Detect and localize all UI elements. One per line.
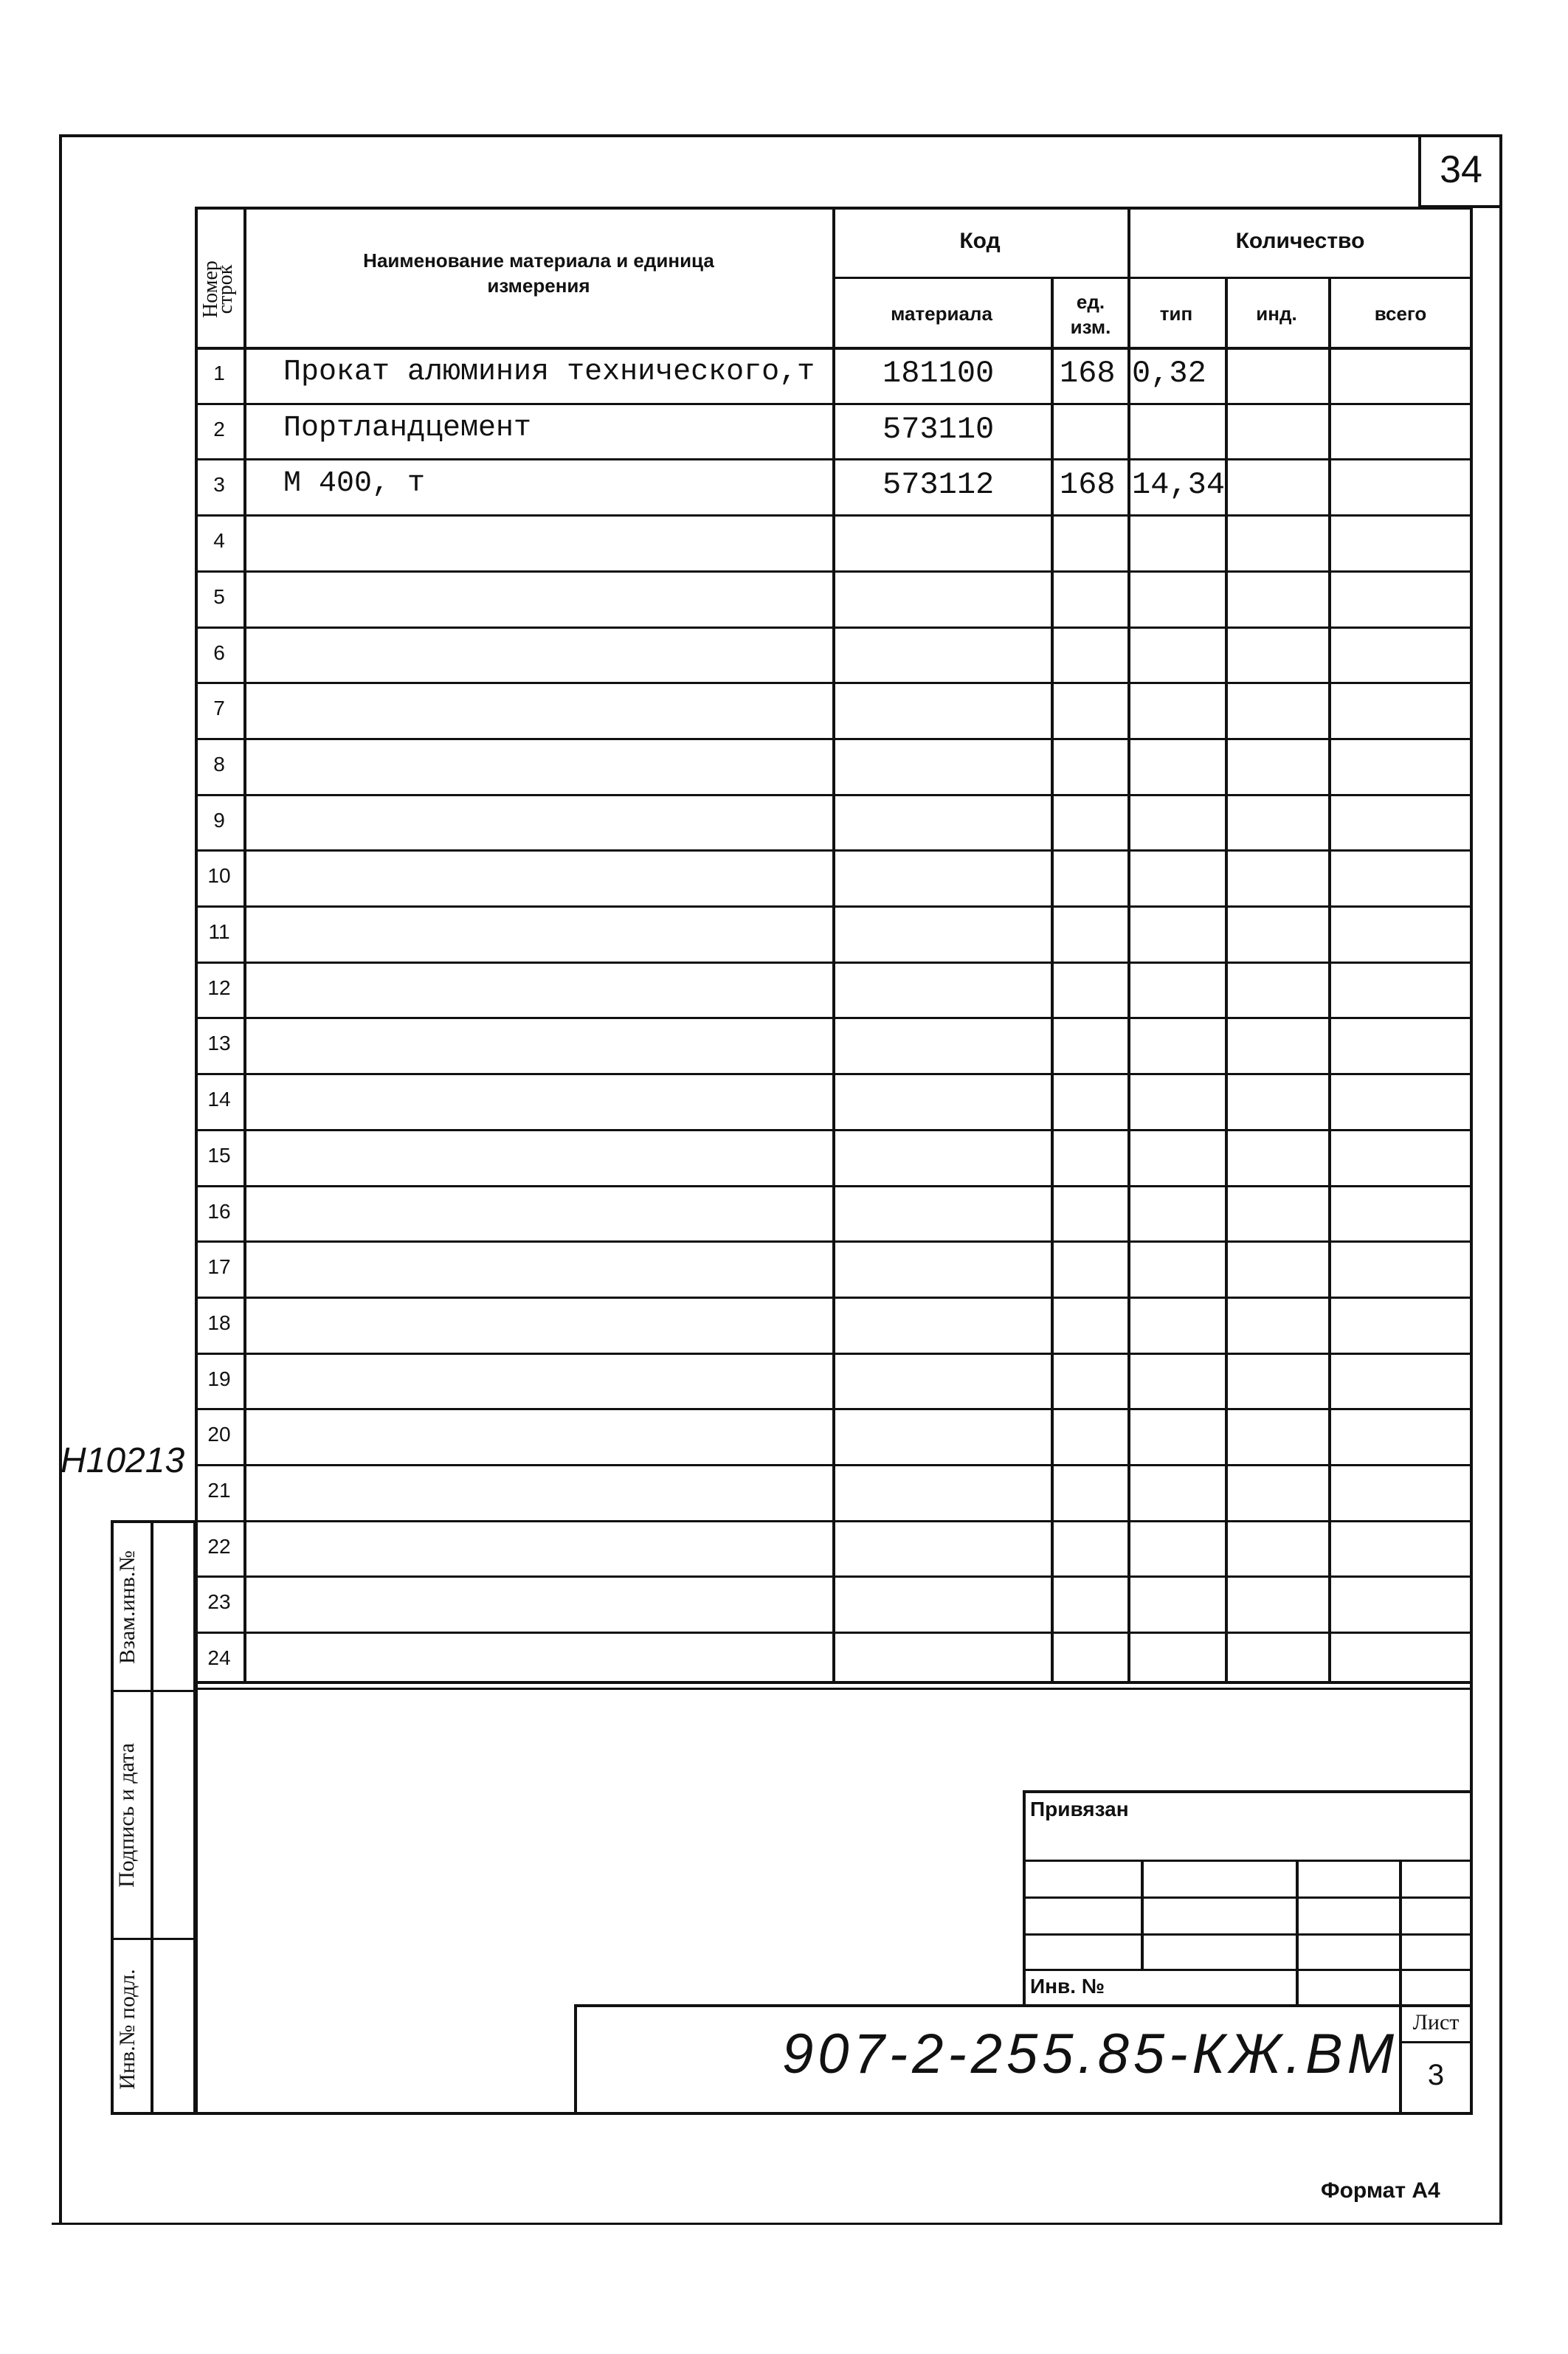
inv-no-label: Инв. № [1030,1975,1105,1998]
privyazan-row [1023,1933,1473,1936]
header-unit-code: ед. изм. [1070,291,1111,338]
row-number: 3 [213,473,225,497]
row-number: 12 [207,976,231,999]
table-row-line [195,458,1473,460]
table-row-line [195,1520,1473,1522]
privyazan-row [1023,1896,1473,1899]
row-number: 14 [207,1088,231,1111]
table-row-line [195,682,1473,684]
table-row-line [195,905,1473,908]
row-number: 19 [207,1367,231,1390]
side-note: Н10213 [61,1441,185,1480]
side-stamp-divider [111,1690,196,1692]
table-row-line [195,1575,1473,1578]
row-number: 21 [207,1479,231,1502]
row-material-code: 181100 [883,356,995,391]
row-number: 4 [213,529,225,553]
table-row-line [195,570,1473,573]
table-row-line [195,1297,1473,1299]
table-row-line [195,962,1473,964]
table-row-line [195,849,1473,852]
header-total: всего [1374,303,1427,325]
header-divider [832,207,835,1681]
row-number: 22 [207,1534,231,1558]
header-quantity: Количество [1235,229,1365,253]
privyazan-row [1023,1860,1473,1862]
row-number: 13 [207,1032,231,1055]
row-number: 23 [207,1590,231,1614]
row-number: 18 [207,1311,231,1334]
side-label-vzam: Взам.инв.№ [115,1550,139,1665]
header-divider [1051,277,1054,1681]
row-name: Прокат алюминия технического,т [283,356,815,389]
privyazan-col [1399,1860,1402,2004]
stamp-top-line [574,2004,1473,2007]
sheet-label: Лист [1412,2010,1460,2034]
header-ind: инд. [1256,303,1297,325]
row-unit-code: 168 [1060,356,1116,391]
row-number: 20 [207,1423,231,1446]
table-row-line [195,1408,1473,1410]
table-row-line [195,1017,1473,1019]
row-number: 1 [213,362,225,384]
row-number: 5 [213,584,225,608]
row-name: Портландцемент [283,411,532,445]
table-row-line [195,403,1473,405]
row-material-code: 573112 [883,467,995,503]
header-bottom-line [195,347,1473,350]
row-number: 17 [207,1255,231,1279]
table-row-line [195,738,1473,740]
row-number: 8 [213,752,225,776]
header-divider [244,207,246,1681]
table-row-line [195,1073,1473,1075]
privyazan-label: Привязан [1030,1798,1129,1820]
table-row-line [195,1129,1473,1131]
stamp-left-line [574,2004,577,2115]
header-divider [832,277,1473,279]
sheet-bottom-line [52,2223,1502,2225]
privyazan-row [1023,1969,1473,1971]
row-unit-code: 168 [1060,467,1116,503]
header-typ: тип [1159,303,1193,325]
row-number: 6 [213,641,225,664]
table-row-line [195,1632,1473,1634]
privyazan-col [1296,1860,1299,2004]
row-number: 9 [213,808,225,832]
table-row-line [195,1240,1473,1243]
header-divider [1127,207,1130,1681]
side-stamp-divider [111,1938,196,1940]
header-name: Наименование материала и единица измерения [363,249,714,297]
row-number: 24 [207,1646,231,1670]
row-typ: 14,34 [1132,467,1226,503]
table-row-line [195,1185,1473,1187]
header-code: Код [959,229,1001,253]
sheet-number: 3 [1427,2059,1445,2091]
side-label-podpis: Подпись и дата [114,1743,139,1888]
row-number: 15 [207,1143,231,1167]
title-block-line [195,1681,1473,1684]
privyazan-col [1141,1860,1144,1970]
table-row-line [195,1464,1473,1466]
row-number: 2 [213,417,225,441]
header-divider [1225,277,1228,1681]
row-number: 10 [207,864,231,888]
row-name: М 400, т [283,467,426,501]
header-row-number: Номер строк [199,260,237,318]
side-label-inv-podl: Инв.№ подл. [115,1969,139,2090]
format-label: Формат А4 [1321,2178,1440,2203]
side-stamp-divider [151,1520,153,2115]
row-number: 11 [208,920,230,943]
row-material-code: 573110 [883,411,995,447]
page-number: 34 [1440,148,1482,191]
table-row-line [195,514,1473,517]
table-row-line [195,627,1473,629]
table-row-line [195,1688,1473,1690]
row-number: 7 [213,697,225,720]
stamp-sheet-divider [1399,2041,1473,2043]
table-row-line [195,1353,1473,1355]
row-typ: 0,32 [1132,356,1206,391]
header-material-code: материала [891,303,992,325]
document-code: 907-2-255.85-КЖ.ВМ [782,2023,1399,2085]
table-row-line [195,794,1473,796]
row-number: 16 [207,1199,231,1223]
header-divider [1328,277,1331,1681]
